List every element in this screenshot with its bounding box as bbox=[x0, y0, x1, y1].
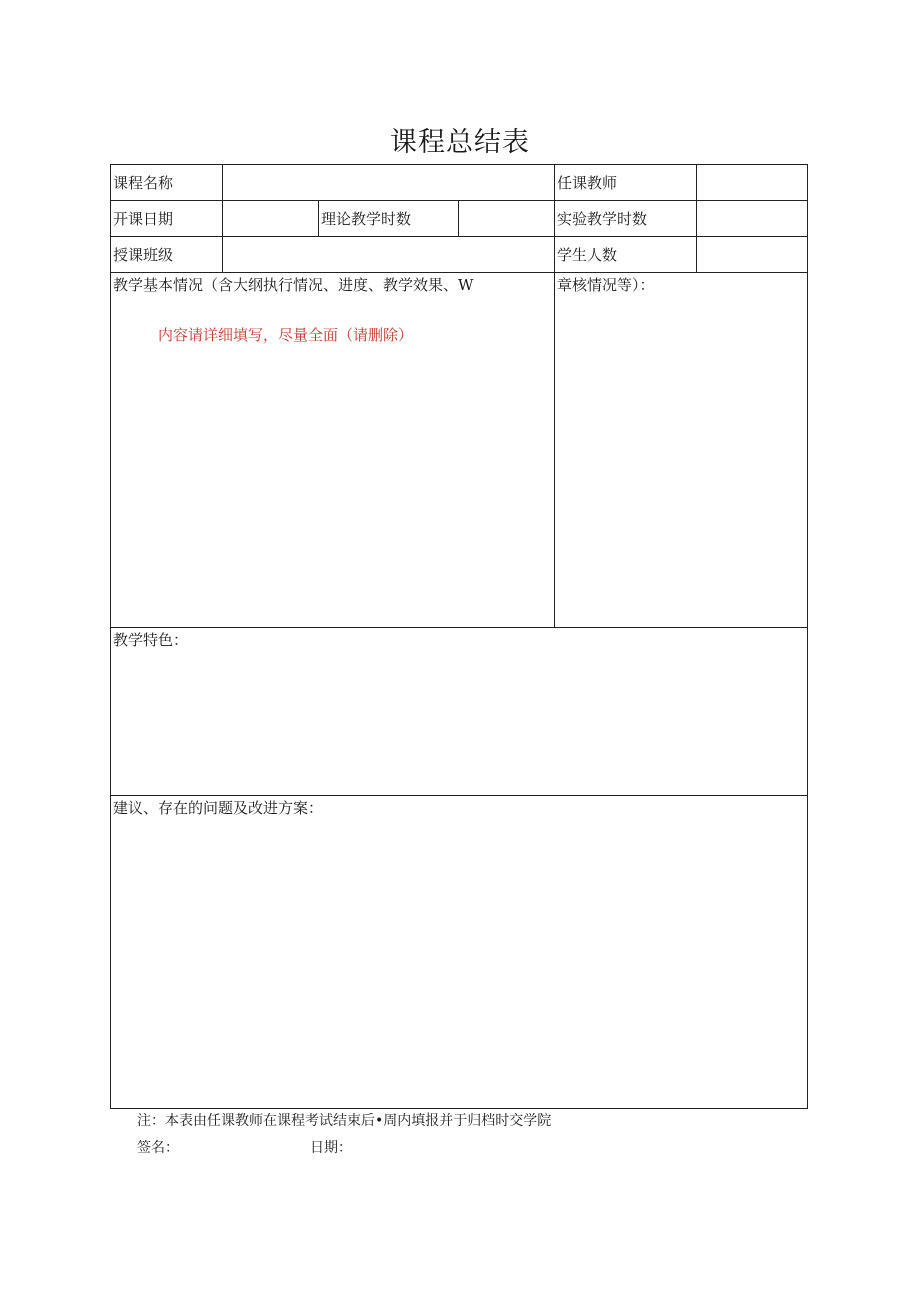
start-date-label: 开课日期 bbox=[113, 210, 174, 228]
start-date-label-cell bbox=[110, 200, 223, 237]
theory-hours-label: 理论教学时数 bbox=[321, 210, 412, 228]
signature-label: 签名： bbox=[137, 1140, 179, 1156]
students-label-cell bbox=[554, 236, 697, 273]
teaching-features-field[interactable] bbox=[110, 627, 808, 796]
basic-situation-label-continued: 章核情况等）： bbox=[557, 276, 655, 294]
teacher-label-cell bbox=[554, 164, 697, 201]
date-label: 日期： bbox=[310, 1140, 352, 1156]
lab-hours-label: 实验教学时数 bbox=[557, 210, 648, 228]
class-field[interactable] bbox=[222, 236, 555, 273]
fill-hint-text: 内容请详细填写，尽量全面（请删除） bbox=[158, 326, 414, 344]
footer-note: 注：本表由任课教师在课程考试结束后•周内填报并于归档时交学院 bbox=[137, 1113, 552, 1129]
suggestions-label: 建议、存在的问题及改进方案： bbox=[113, 799, 324, 817]
students-label: 学生人数 bbox=[557, 246, 618, 264]
class-label-cell bbox=[110, 236, 223, 273]
course-name-field[interactable] bbox=[222, 164, 555, 201]
teacher-label: 任课教师 bbox=[557, 174, 618, 192]
teacher-field[interactable] bbox=[696, 164, 808, 201]
basic-situation-label: 教学基本情况（含大纲执行情况、进度、教学效果、W bbox=[113, 276, 474, 294]
lab-hours-field[interactable] bbox=[696, 200, 808, 237]
class-label: 授课班级 bbox=[113, 246, 174, 264]
basic-situation-left-field[interactable] bbox=[110, 272, 555, 628]
students-field[interactable] bbox=[696, 236, 808, 273]
course-name-label: 课程名称 bbox=[113, 174, 174, 192]
basic-situation-right-field[interactable] bbox=[554, 272, 808, 628]
lab-hours-label-cell bbox=[554, 200, 697, 237]
theory-hours-field[interactable] bbox=[458, 200, 555, 237]
suggestions-field[interactable] bbox=[110, 795, 808, 1109]
teaching-features-label: 教学特色： bbox=[113, 631, 189, 649]
form-title: 课程总结表 bbox=[390, 127, 530, 158]
start-date-field[interactable] bbox=[222, 200, 319, 237]
theory-hours-label-cell bbox=[318, 200, 459, 237]
course-name-label-cell bbox=[110, 164, 223, 201]
